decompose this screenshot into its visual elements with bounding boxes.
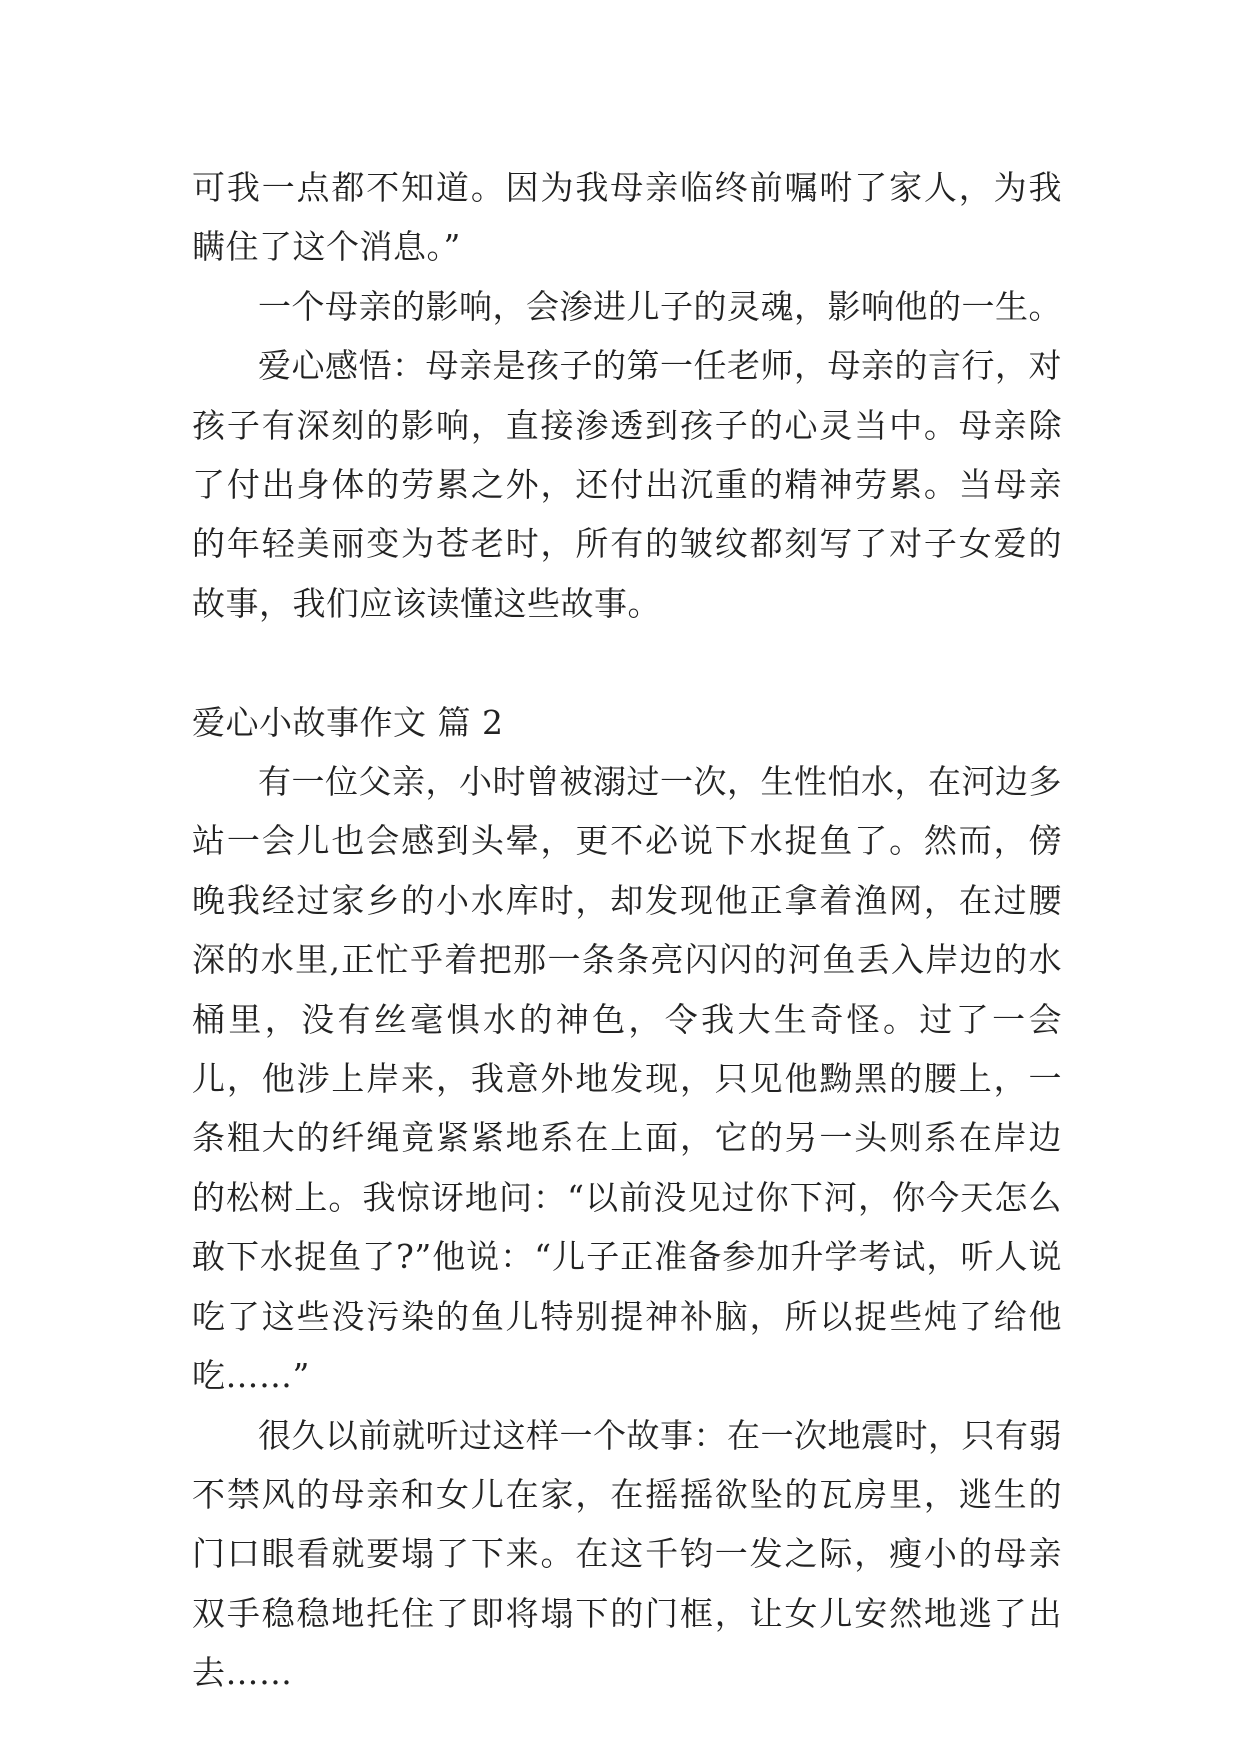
section-heading: 爱心小故事作文 篇 2 xyxy=(192,702,504,742)
paragraph-reflection: 爱心感悟：母亲是孩子的第一任老师，母亲的言行，对孩子有深刻的影响，直接渗透到孩子的心灵当中。母亲除了付出身体的劳累之外，还付出沉重的精神劳累。当母亲的年轻美丽变为苍老时，所有的皱纹都刻写了对子女爱的故事，我们应该读懂这些故事。 xyxy=(192,346,1062,623)
paragraph-earthquake-story: 很久以前就听过这样一个故事：在一次地震时，只有弱不禁风的母亲和女儿在家，在摇摇欲坠的瓦房里，逃生的门口眼看就要塌了下来。在这千钧一发之际，瘦小的母亲双手稳稳地托住了即将塌下的门框，让女儿安然地逃了出去…… xyxy=(192,1415,1062,1693)
paragraph-mother-influence: 一个母亲的影响，会渗进儿子的灵魂，影响他的一生。 xyxy=(258,286,1062,326)
document-body xyxy=(192,158,1062,1703)
paragraph-father-story: 有一位父亲，小时曾被溺过一次，生性怕水，在河边多站一会儿也会感到头晕，更不必说下水捉鱼了。然而，傍晚我经过家乡的小水库时，却发现他正拿着渔网，在过腰深的水里,正忙乎着把那一条条亮闪闪的河鱼丢入岸边的水桶里，没有丝毫惧水的神色，令我大生奇怪。过了一会儿，他涉上岸来，我意外地发现，只见他黝黑的腰上，一条粗大的纤绳竟紧紧地系在上面，它的另一头则系在岸边的松树上。我惊讶地问：“以前没见过你下河，你今天怎么敢下水捉鱼了?”他说：“儿子正准备参加升学考试，听人说吃了这些没污染的鱼儿特别提神补脑，所以捉些炖了给他吃……” xyxy=(192,762,1062,1396)
paragraph-continuation: 可我一点都不知道。因为我母亲临终前嘱咐了家人，为我瞒住了这个消息。” xyxy=(192,168,1062,267)
